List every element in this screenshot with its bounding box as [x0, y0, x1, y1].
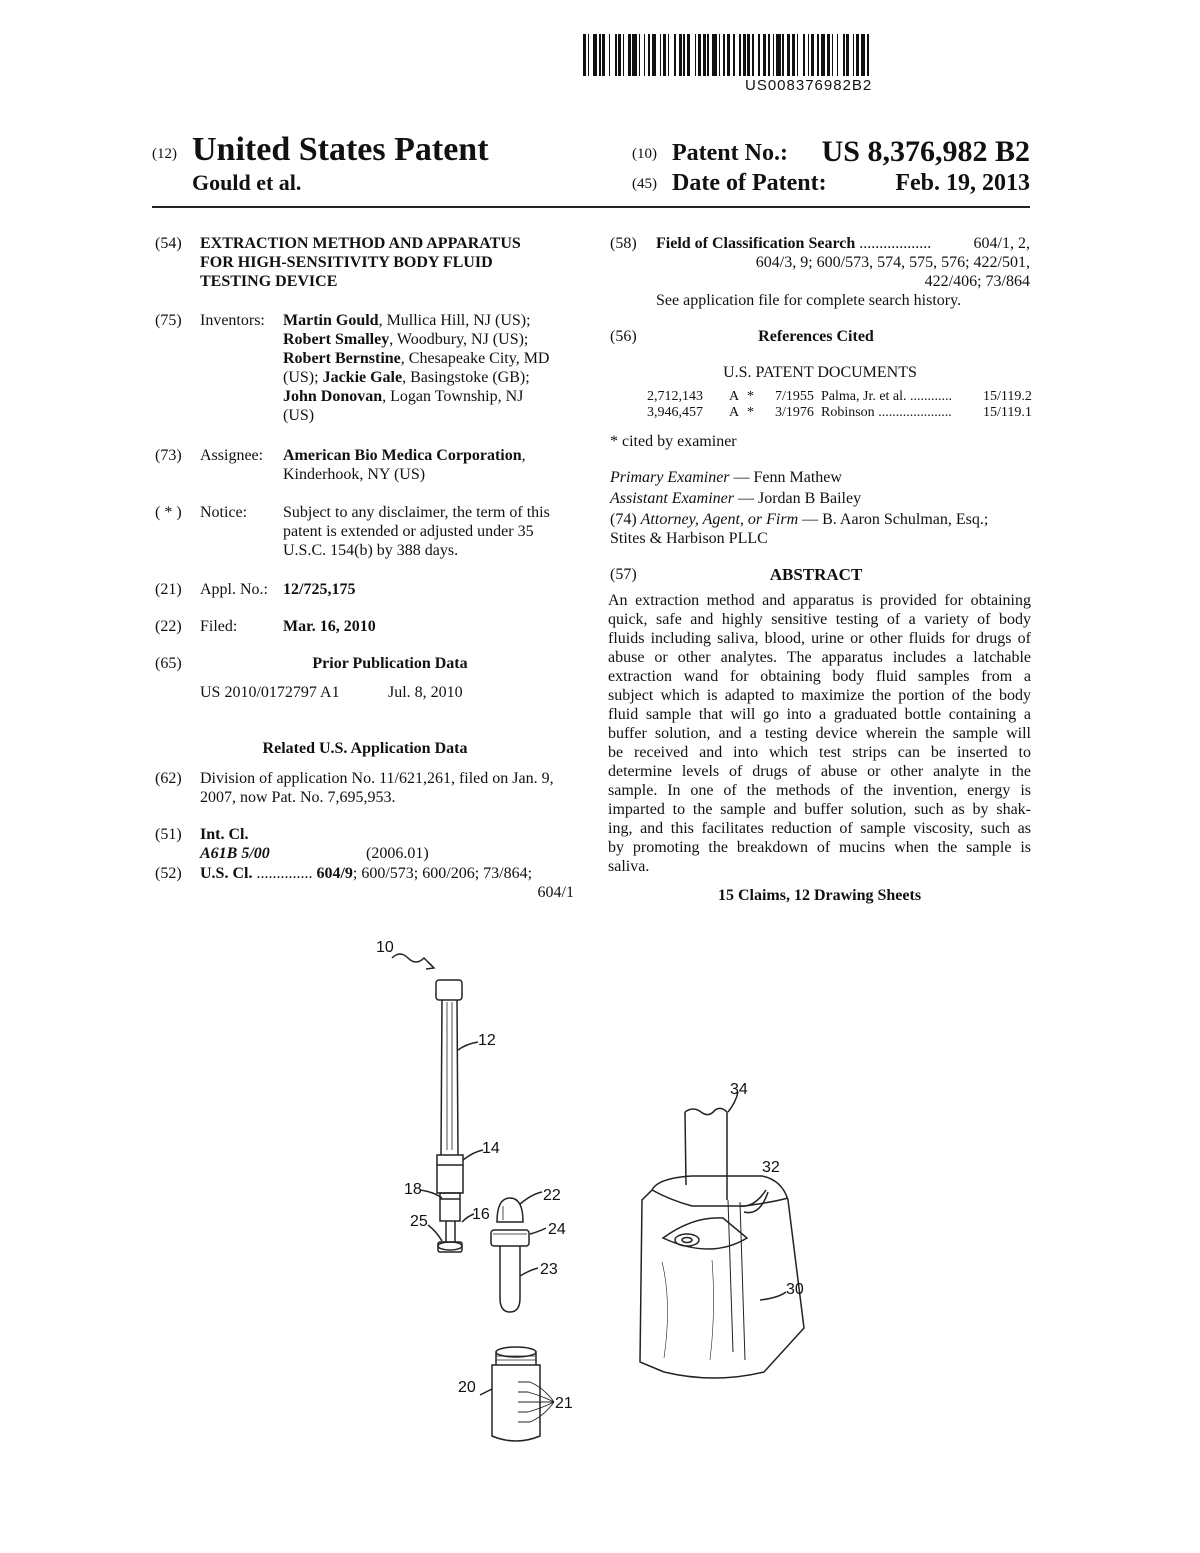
- us-docs-heading: U.S. PATENT DOCUMENTS: [723, 364, 917, 381]
- abstract-line: imparted to the sample and buffer solution, such as by shak-: [608, 801, 1031, 818]
- inventor-name: Jackie Gale: [322, 369, 403, 386]
- field-line: 604/3, 9; 600/573, 574, 575, 576; 422/501,: [755, 254, 1030, 271]
- dropper-tube: [500, 1246, 520, 1312]
- claims-line: 15 Claims, 12 Drawing Sheets: [717, 887, 922, 904]
- label-24: 24: [548, 1221, 566, 1238]
- primary-examiner-label: Primary Examiner: [610, 469, 730, 486]
- inventors-label: Inventors:: [200, 312, 265, 329]
- label-14: 14: [482, 1140, 500, 1157]
- abstract-line: be received and into which test strips can be inserted to: [608, 744, 1031, 761]
- uscl-dots: ..............: [252, 865, 313, 882]
- ref-name: Robinson: [821, 405, 875, 420]
- inventor-name: Martin Gould: [283, 312, 379, 329]
- abstract-line: sample. In one of the methods of the invention, energy is: [608, 782, 1031, 799]
- assistant-examiner-label: Assistant Examiner: [610, 490, 734, 507]
- notice-line: Subject to any disclaimer, the term of this: [283, 504, 550, 521]
- leader-18: [420, 1190, 442, 1198]
- uscl-label: U.S. Cl.: [200, 865, 253, 882]
- appl-number: 12/725,175: [283, 581, 356, 598]
- abstract-line: fluids including saliva, blood, urine or other fluids for drugs of: [608, 630, 1031, 647]
- ref-class: 15/119.1: [983, 405, 1032, 420]
- leader-25: [428, 1225, 442, 1241]
- primary-examiner-name: — Fenn Mathew: [729, 469, 842, 486]
- filed-code: (22): [155, 618, 182, 635]
- label-25: 25: [410, 1213, 428, 1230]
- related-heading: Related U.S. Application Data: [262, 740, 468, 757]
- intcl-code: (51): [155, 826, 182, 843]
- appl-code: (21): [155, 581, 182, 598]
- bottle-body: [492, 1365, 540, 1441]
- title-line: EXTRACTION METHOD AND APPARATUS: [200, 235, 521, 252]
- label-30: 30: [786, 1281, 804, 1298]
- inventor-location: , Chesapeake City, MD: [400, 350, 550, 367]
- attorney-label: Attorney, Agent, or Firm: [640, 511, 799, 528]
- notice-line: U.S.C. 154(b) by 388 days.: [283, 542, 459, 559]
- inventor-location: , Mullica Hill, NJ (US);: [378, 312, 531, 329]
- abstract-line: abuse or other analytes. The apparatus includes a latchable: [608, 649, 1031, 666]
- abstract-line: by promoting the breakdown of mucins when the sample is: [608, 839, 1031, 856]
- strip-break: [685, 1108, 727, 1114]
- prior-pub-date: Jul. 8, 2010: [388, 684, 463, 701]
- leader-32: [740, 1190, 768, 1213]
- field-line: 604/1, 2,: [973, 235, 1030, 252]
- abstract-line: fluid sample that will go into a graduated bottle containing a: [608, 706, 1031, 723]
- prior-heading: Prior Publication Data: [312, 655, 468, 672]
- assignee-punct: ,: [521, 447, 526, 464]
- prior-pub-number: US 2010/0172797 A1: [200, 684, 340, 701]
- abstract-line: An extraction method and apparatus is provided for obtaining: [608, 592, 1031, 609]
- leader-12: [458, 1042, 478, 1050]
- date-code: (45): [632, 176, 657, 192]
- label-23: 23: [540, 1261, 558, 1278]
- barcode-number: US008376982B2: [745, 77, 873, 94]
- notice-code: ( * ): [155, 504, 182, 521]
- abstract-line: ing, and this facilitates reduction of sample viscosity, such as: [608, 820, 1031, 837]
- title-code: (54): [155, 235, 182, 252]
- ref-kind: A: [729, 389, 740, 404]
- abstract-line: quick, safe and highly sensitive testing of a variety of body: [608, 611, 1031, 628]
- bottle-rim: [496, 1347, 536, 1357]
- assignee-location: Kinderhook, NY (US): [283, 466, 426, 483]
- patent-no-label: Patent No.:: [672, 140, 788, 166]
- device-well: [663, 1218, 747, 1249]
- refs-code: (56): [610, 328, 637, 345]
- label-20: 20: [458, 1379, 476, 1396]
- ref-date: 3/1976: [775, 405, 814, 420]
- patent-number: US 8,376,982 B2: [821, 135, 1030, 168]
- attorney-name: — B. Aaron Schulman, Esq.;: [798, 511, 989, 528]
- leader-30: [760, 1292, 786, 1300]
- filed-label: Filed:: [200, 618, 238, 635]
- inventors-short: Gould et al.: [192, 170, 302, 195]
- ref-kind: A: [729, 405, 740, 420]
- label-22: 22: [543, 1187, 561, 1204]
- division-line: 2007, now Pat. No. 7,695,953.: [200, 789, 396, 806]
- inventors-code: (75): [155, 312, 182, 329]
- ref-class: 15/119.2: [983, 389, 1032, 404]
- inventor-location: , Logan Township, NJ: [382, 388, 524, 405]
- notice-label: Notice:: [200, 504, 248, 521]
- patent-date: Feb. 19, 2013: [895, 170, 1030, 196]
- dropper-bulb: [497, 1198, 523, 1222]
- ref-star: *: [747, 389, 754, 404]
- prior-code: (65): [155, 655, 182, 672]
- title-line: TESTING DEVICE: [200, 273, 338, 290]
- label-32: 32: [762, 1159, 780, 1176]
- test-strip: [685, 1112, 727, 1200]
- leader-24: [530, 1228, 546, 1234]
- assignee-label: Assignee:: [200, 447, 264, 464]
- patent-kind-title: United States Patent: [192, 131, 489, 168]
- abstract-line: buffer solution, and a testing device wherein the sample will: [608, 725, 1031, 742]
- leader-22: [520, 1192, 542, 1204]
- attorney-code: (74): [610, 511, 641, 528]
- date-label: Date of Patent:: [672, 170, 827, 196]
- ref-date: 7/1955: [775, 389, 814, 404]
- ref-number: 2,712,143: [647, 389, 703, 404]
- label-12: 12: [478, 1032, 496, 1049]
- cited-note: * cited by examiner: [610, 433, 737, 450]
- uscl-primary: 604/9: [316, 865, 353, 882]
- division-line: Division of application No. 11/621,261, filed on Jan. 9,: [200, 770, 554, 787]
- abstract-line: determine levels of drugs of abuse or other analyte in the: [608, 763, 1031, 780]
- abstract-line: subject which is adapted to maximize the portion of the body: [608, 687, 1031, 704]
- inventor-location: , Woodbury, NJ (US);: [389, 331, 529, 348]
- abstract-line: saliva.: [608, 858, 650, 875]
- wand-collar: [437, 1155, 463, 1193]
- field-line: 422/406; 73/864: [924, 273, 1030, 290]
- field-dots: ..................: [855, 235, 932, 252]
- leader-23: [520, 1268, 538, 1276]
- wand-cap: [436, 980, 462, 1000]
- appl-label: Appl. No.:: [200, 581, 268, 598]
- label-10: 10: [376, 939, 394, 956]
- assignee-code: (73): [155, 447, 182, 464]
- inventor-name: Robert Smalley: [283, 331, 390, 348]
- title-line: FOR HIGH-SENSITIVITY BODY FLUID: [200, 254, 493, 271]
- ref-star: *: [747, 405, 754, 420]
- ref-dots: ............: [910, 389, 953, 404]
- label-21: 21: [555, 1395, 573, 1412]
- uscl-line2: 604/1: [537, 884, 574, 901]
- dropper-cap: [491, 1230, 529, 1246]
- uscl-code: (52): [155, 865, 182, 882]
- inventor-name: John Donovan: [283, 388, 383, 405]
- ref-name: Palma, Jr. et al.: [821, 389, 907, 404]
- abstract-code: (57): [610, 566, 637, 583]
- leader-20: [480, 1389, 492, 1395]
- abstract-line: extraction wand for obtaining body fluid samples from a: [608, 668, 1031, 685]
- label-18: 18: [404, 1181, 422, 1198]
- label-16: 16: [472, 1206, 490, 1223]
- field-label: Field of Classification Search: [656, 235, 856, 252]
- inventor-name: Robert Bernstine: [283, 350, 401, 367]
- kind-code: (12): [152, 146, 177, 162]
- filed-date: Mar. 16, 2010: [283, 618, 376, 635]
- notice-line: patent is extended or adjusted under 35: [283, 523, 534, 540]
- inventor-location: , Basingstoke (GB);: [402, 369, 530, 386]
- inventor-location: (US): [283, 407, 315, 424]
- abstract-heading: ABSTRACT: [769, 565, 863, 584]
- label-34: 34: [730, 1081, 748, 1098]
- patent-no-code: (10): [632, 146, 657, 162]
- intcl-label: Int. Cl.: [200, 826, 249, 843]
- assignee-name: American Bio Medica Corporation: [283, 447, 522, 464]
- refs-heading: References Cited: [758, 328, 874, 345]
- field-line: See application file for complete search history.: [656, 292, 962, 309]
- bottle-graduations: [518, 1382, 530, 1422]
- intcl-year: (2006.01): [366, 845, 429, 862]
- uscl-secondary: ; 600/573; 600/206; 73/864;: [352, 865, 533, 882]
- ref-number: 3,946,457: [647, 405, 703, 420]
- leader-14: [463, 1150, 483, 1160]
- leader-10: [392, 954, 432, 966]
- intcl-class: A61B 5/00: [200, 845, 270, 862]
- ref-dots: .....................: [878, 405, 952, 420]
- inventor-location: (US);: [283, 369, 323, 386]
- division-code: (62): [155, 770, 182, 787]
- attorney-firm: Stites & Harbison PLLC: [610, 530, 768, 547]
- field-code: (58): [610, 235, 637, 252]
- assistant-examiner-name: — Jordan B Bailey: [734, 490, 862, 507]
